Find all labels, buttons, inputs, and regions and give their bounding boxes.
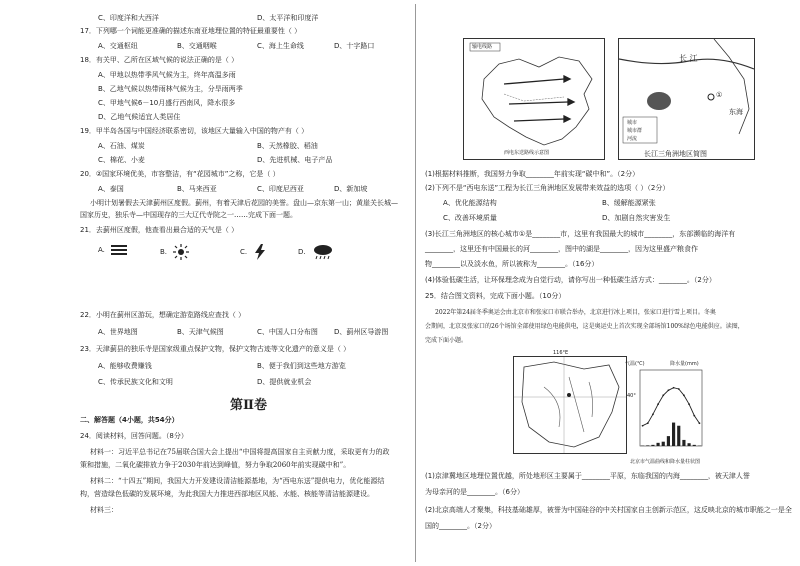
map2-legend-cluster: 城市群 [627, 128, 643, 134]
precip-bar [677, 426, 680, 446]
q20-option-b: B、马来西亚 [177, 185, 217, 193]
jingjinji-outline [514, 357, 626, 453]
yangtze-delta-map [618, 38, 755, 160]
q22-option-c: C、中国人口分布图 [257, 328, 318, 336]
q25-part1-line-2: 为母亲河的是________。（6分） [425, 488, 524, 496]
q21-option-d [298, 244, 334, 260]
q19-option-b: B、天然橡胶、稻油 [257, 142, 318, 150]
q22-option-b: B、天津气候图 [177, 328, 224, 336]
q24-part3-line-1: (3)长江三角洲地区的核心城市①是________市，这里有我国最大的城市________，东部濒临的海洋有 [425, 230, 736, 238]
left-column [80, 0, 410, 566]
q24-part2-option-a: A、优化能源结构 [443, 199, 497, 207]
q21-option-c-label: C. [240, 248, 248, 256]
q25-part1-line-1: (1)京津冀地区地理位置优越，所处地形区主要属于________平原，东临我国的内海________，被天津人誉 [425, 472, 750, 480]
q18-stem: 18．有关甲、乙所在区域气候的说法正确的是（ ） [80, 56, 239, 64]
fog-icon [111, 244, 129, 256]
precip-bar [682, 440, 685, 446]
q24-part2-option-b: B、缓解能源紧张 [602, 199, 656, 207]
map2-city-label: ① [716, 91, 723, 99]
q21-option-a-label: A. [98, 246, 105, 254]
q24-part2-option-d: D、加剧自然灾害发生 [602, 214, 671, 222]
q22-option-d: D、蓟州区导游图 [334, 328, 389, 336]
q19-option-c: C、棉花、小麦 [98, 156, 145, 164]
material-1-line-2: 策和措施，二氧化碳排放力争于2030年前达到峰值，努力争取2060年前实现碳中和”。 [80, 461, 351, 469]
temp-line [643, 388, 700, 426]
section-heading: 二、解答题（4小题，共54分） [80, 416, 179, 424]
q19-option-a: A、石油、煤炭 [98, 142, 145, 150]
q24-part2: (2)下列不是“西电东送”工程为长江三角洲地区发展带来效益的选项（ ）（2分） [425, 184, 670, 192]
q18-option-b: B、乙地气候以热带雨林气候为主，分旱雨两季 [98, 85, 243, 93]
q21-option-d-label: D. [298, 248, 306, 256]
precip-bar [662, 442, 665, 446]
material-2-line-1: 材料二：“十四五”期间，我国大力开发建设清洁能源基地，为“西电东送”提供电力，优化能源结 [90, 477, 385, 485]
q24-part4: (4)体验低碳生活，让环保理念成为自觉行动，请你写出一种低碳生活方式：________。（2分） [425, 276, 716, 284]
q17-option-b: B、交通咽喉 [177, 42, 217, 50]
map2-sea-label: 东海 [729, 108, 743, 116]
right-column [425, 0, 792, 566]
volume-heading: 第Ⅱ卷 [230, 398, 267, 413]
q24-part3-line-3: 物________以及淡水鱼，所以被称为________。（16分） [425, 260, 599, 268]
climate-plot-frame [640, 370, 702, 446]
q16-option-d: D、太平洋和印度洋 [257, 14, 319, 22]
passage-line-2: 国家历史，独乐寺—中国现存的三大辽代寺院之一……完成下面一题。 [80, 211, 297, 219]
q24-part1: (1)根据材料推断，我国努力争取________年前实现“碳中和”。（2分） [425, 170, 640, 178]
q23-stem: 23．天津蓟县的独乐寺是国家级重点保护文物，保护文物古迹等文化遗产的意义是（ ） [80, 345, 351, 353]
west-east-power-map [463, 38, 605, 160]
q21-option-a [98, 244, 129, 256]
precip-bar [693, 445, 696, 446]
climate-caption: 北京市气温曲线和降水量柱状图 [630, 459, 701, 465]
map1-legend: 输电线路 [472, 44, 493, 50]
rain-cloud-icon [312, 244, 334, 260]
q25-part2-line-1: (2)北京高端人才聚集，科技基础雄厚，被誉为中国硅谷的中关村国家自主创新示范区，这反映北京的城市职能之一是全 [425, 506, 792, 514]
q20-option-a: A、泰国 [98, 185, 124, 193]
jingjinji-map [513, 356, 627, 454]
q17-option-c: C、海上生命线 [257, 42, 304, 50]
column-divider [415, 4, 416, 562]
passage-line-1: 小明计划暑假去天津蓟州区度假。蓟州，有着天津后花园的美誉。盘山—京东第一山；黄崖关长城— [90, 199, 398, 207]
material-3-label: 材料三： [90, 506, 118, 514]
q21-stem: 21．去蓟州区度假，他查看出最合适的天气是（ ） [80, 226, 239, 234]
q25-part2-line-2: 国的________。（2分） [425, 522, 496, 530]
precip-bar [672, 423, 675, 446]
q16-option-c: C、印度洋和大西洋 [98, 14, 159, 22]
material-2-line-2: 构，营造绿色低碳的发展环境，为此我国大力推进西部地区风能、水能、核能等清洁能源建设。 [80, 490, 374, 498]
sunny-icon [173, 244, 189, 260]
q21-option-c [240, 244, 267, 260]
q17-option-d: D、十字路口 [334, 42, 375, 50]
climate-chart [630, 366, 710, 456]
q25-stem: 25．结合图文资料，完成下面小题。（10分） [425, 292, 566, 300]
q20-option-c: C、印度尼西亚 [257, 185, 304, 193]
q20-stem: 20．②国家环境优美，市容整洁，有“花园城市”之称，它是（ ） [80, 170, 280, 178]
map3-latitude-label: 40° [627, 393, 636, 399]
q17-stem: 17．下列哪一个词能更准确的描述东南亚地理位置的特征最重要性（ ） [80, 27, 302, 35]
q25-text-line-1: 2022年第24届冬季奥运会由北京市和张家口市联合举办，北京进行冰上项目，张家口进行雪上项目。冬奥 [435, 309, 716, 316]
q23-option-a: A、能够收费赚钱 [98, 362, 152, 370]
q23-option-b: B、便于我们到这些地方游览 [257, 362, 346, 370]
q25-text-line-2: 会期间，北京及张家口的26个场馆全部使用绿色电能供电，这是奥运史上首次实现全部场馆100%绿色电能供应。读图， [425, 323, 744, 330]
q17-option-a: A、交通枢纽 [98, 42, 138, 50]
q18-option-c: C、甲地气候6－10月盛行西南风，降水很多 [98, 99, 236, 107]
q18-option-a: A、甲地以热带季风气候为主，终年高温多雨 [98, 71, 236, 79]
q20-option-d: D、新加坡 [334, 185, 368, 193]
precip-bar [688, 443, 691, 446]
q18-option-d: D、乙地气候适宜人类居住 [98, 113, 181, 121]
material-1-line-1: 材料一：习近平总书记在75届联合国大会上提出“中国将提高国家自主贡献力度，采取更有力的政 [90, 448, 390, 456]
precip-bar [667, 436, 670, 446]
climate-left-axis-title: 气温(℃) [625, 361, 645, 367]
q25-text-line-3: 完成下面小题。 [425, 337, 468, 344]
q22-stem: 22．小明在蓟州区游玩，想确定游览路线应查找（ ） [80, 311, 246, 319]
q24-part2-option-c: C、改善环境质量 [443, 214, 497, 222]
lightning-icon [253, 244, 267, 260]
climate-right-axis-title: 降水量(mm) [670, 361, 699, 367]
precip-bar [651, 445, 654, 446]
q22-option-a: A、世界地图 [98, 328, 138, 336]
q19-stem: 19．甲半岛各国与中国经济联系密切，该地区大量输入中国的物产有（ ） [80, 127, 309, 135]
q21-option-b-label: B. [160, 248, 168, 256]
map2-river-label: 长 江 [679, 54, 698, 63]
map2-legend-city: 城市 [627, 120, 638, 126]
q23-option-c: C、传承民族文化和文明 [98, 378, 173, 386]
precip-bar [646, 445, 649, 446]
q24-stem: 24．阅读材料，回答问题。（8分） [80, 432, 188, 440]
q23-option-d: D、提供就业机会 [257, 378, 312, 386]
precip-bar [657, 443, 660, 446]
map2-caption: 长江三角洲地区简图 [644, 150, 707, 158]
map3-longitude-label: 116°E [553, 350, 569, 356]
china-outline-map [464, 39, 604, 159]
map1-caption: 西电东送路线示意图 [504, 150, 550, 156]
q19-option-d: D、先进机械、电子产品 [257, 156, 333, 164]
q24-part3-line-2: ________，这里还有中国最长的河________，图中的湖是________，因为这里盛产粮食作 [425, 245, 698, 253]
q21-option-b [160, 244, 189, 260]
map2-legend-river: 河流 [627, 136, 638, 142]
